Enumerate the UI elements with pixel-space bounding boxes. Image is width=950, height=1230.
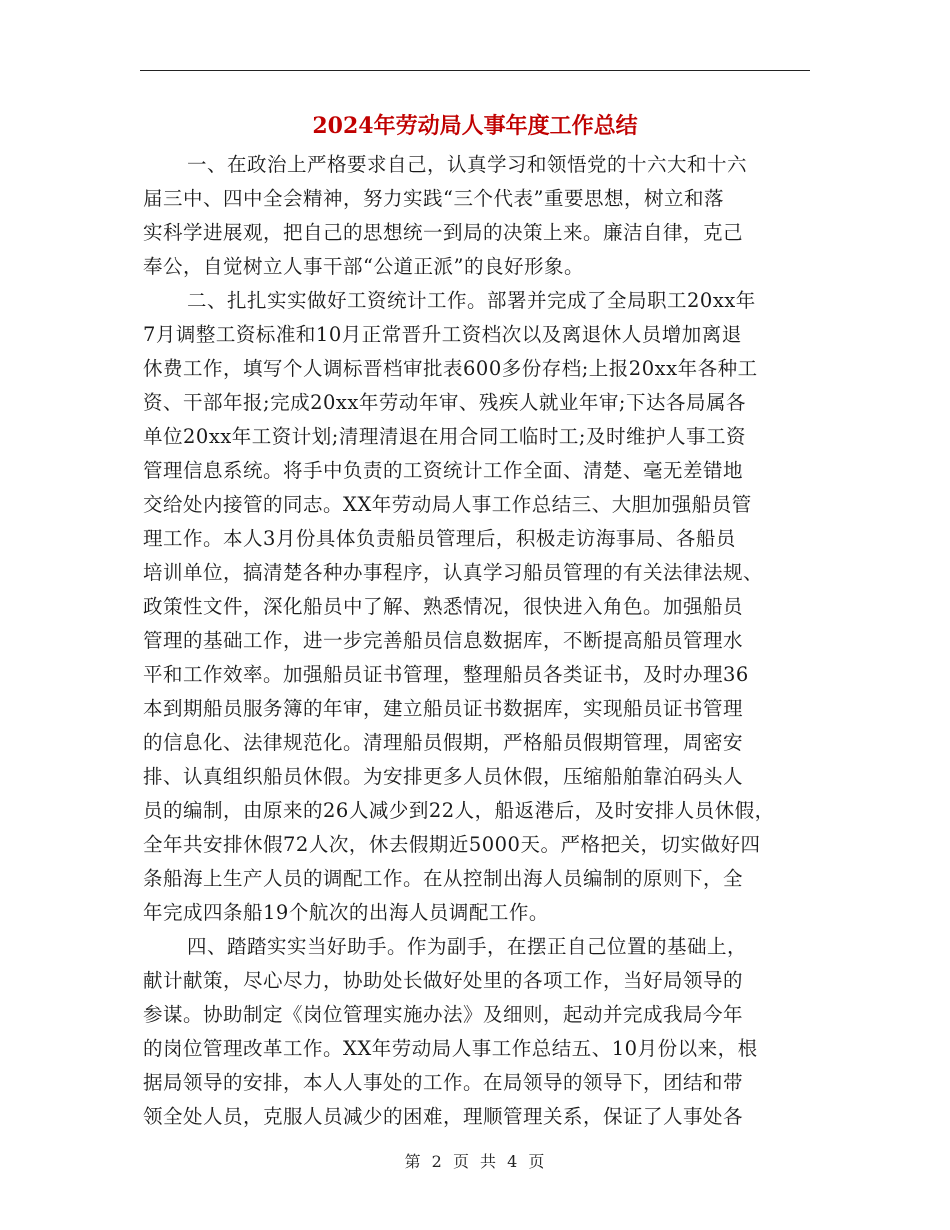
text-line: 交给处内接管的同志。XX年劳动局人事工作总结三、大胆加强船员管 [143, 493, 752, 516]
paragraph-3 [143, 930, 811, 1134]
text-line: 休费工作，填写个人调标晋档审批表600多份存档;上报20xx年各种工 [143, 357, 758, 380]
text-line: 单位20xx年工资计划;清理清退在用合同工临时工;及时维护人事工资 [143, 425, 746, 448]
text-line: 政策性文件，深化船员中了解、熟悉情况，很快进入角色。加强船员 [143, 595, 744, 618]
header-rule [140, 70, 810, 71]
text-line: 实科学进展观，把自己的思想统一到局的决策上来。廉洁自律，克己 [143, 221, 744, 244]
text-line: 员的编制，由原来的26人减少到22人，船返港后，及时安排人员休假， [143, 799, 775, 822]
text-line: 管理信息系统。将手中负责的工资统计工作全面、清楚、毫无差错地 [143, 459, 744, 482]
paragraph-2 [143, 284, 811, 930]
text-line: 全年共安排休假72人次，休去假期近5000天。严格把关，切实做好四 [143, 833, 761, 856]
text-line: 资、干部年报;完成20xx年劳动年审、残疾人就业年审;下达各局属各 [143, 391, 746, 414]
document-body [143, 148, 811, 1134]
text-line: 奉公，自觉树立人事干部“公道正派”的良好形象。 [143, 255, 584, 278]
text-line: 献计献策，尽心尽力，协助处长做好处里的各项工作，当好局领导的 [143, 969, 744, 992]
text-line: 届三中、四中全会精神，努力实践“三个代表”重要思想，树立和落 [143, 187, 724, 210]
text-line: 二、扎扎实实做好工资统计工作。部署并完成了全局职工20xx年 [187, 289, 756, 312]
text-line: 管理的基础工作，进一步完善船员信息数据库，不断提高船员管理水 [143, 629, 744, 652]
text-line: 的信息化、法律规范化。清理船员假期，严格船员假期管理，周密安 [143, 731, 744, 754]
text-line: 条船海上生产人员的调配工作。在从控制出海人员编制的原则下，全 [143, 867, 744, 890]
text-line: 平和工作效率。加强船员证书管理，整理船员各类证书，及时办理36 [143, 663, 749, 686]
text-line: 参谋。协助制定《岗位管理实施办法》及细则，起动并完成我局今年 [143, 1003, 744, 1026]
text-line: 领全处人员，克服人员减少的困难，理顺管理关系，保证了人事处各 [143, 1105, 744, 1128]
text-line: 培训单位，搞清楚各种办事程序，认真学习船员管理的有关法律法规、 [143, 561, 764, 584]
text-line: 排、认真组织船员休假。为安排更多人员休假，压缩船舶靠泊码头人 [143, 765, 744, 788]
paragraph-1 [143, 148, 811, 284]
text-line: 四、踏踏实实当好助手。作为副手，在摆正自己位置的基础上， [187, 935, 748, 958]
text-line: 理工作。本人3月份具体负责船员管理后，积极走访海事局、各船员 [143, 527, 736, 550]
text-line: 本到期船员服务簿的年审，建立船员证书数据库，实现船员证书管理 [143, 697, 744, 720]
page-number-footer: 第 2 页 共 4 页 [404, 1152, 546, 1171]
text-line: 据局领导的安排，本人人事处的工作。在局领导的领导下，团结和带 [143, 1071, 744, 1094]
text-line: 一、在政治上严格要求自己，认真学习和领悟党的十六大和十六 [187, 153, 748, 176]
text-line: 7月调整工资标准和10月正常晋升工资档次以及离退休人员增加离退 [143, 323, 742, 346]
text-line: 年完成四条船19个航次的出海人员调配工作。 [143, 901, 549, 924]
text-line: 的岗位管理改革工作。XX年劳动局人事工作总结五、10月份以来，根 [143, 1037, 758, 1060]
document-title: 2024年劳动局人事年度工作总结 [312, 113, 638, 139]
